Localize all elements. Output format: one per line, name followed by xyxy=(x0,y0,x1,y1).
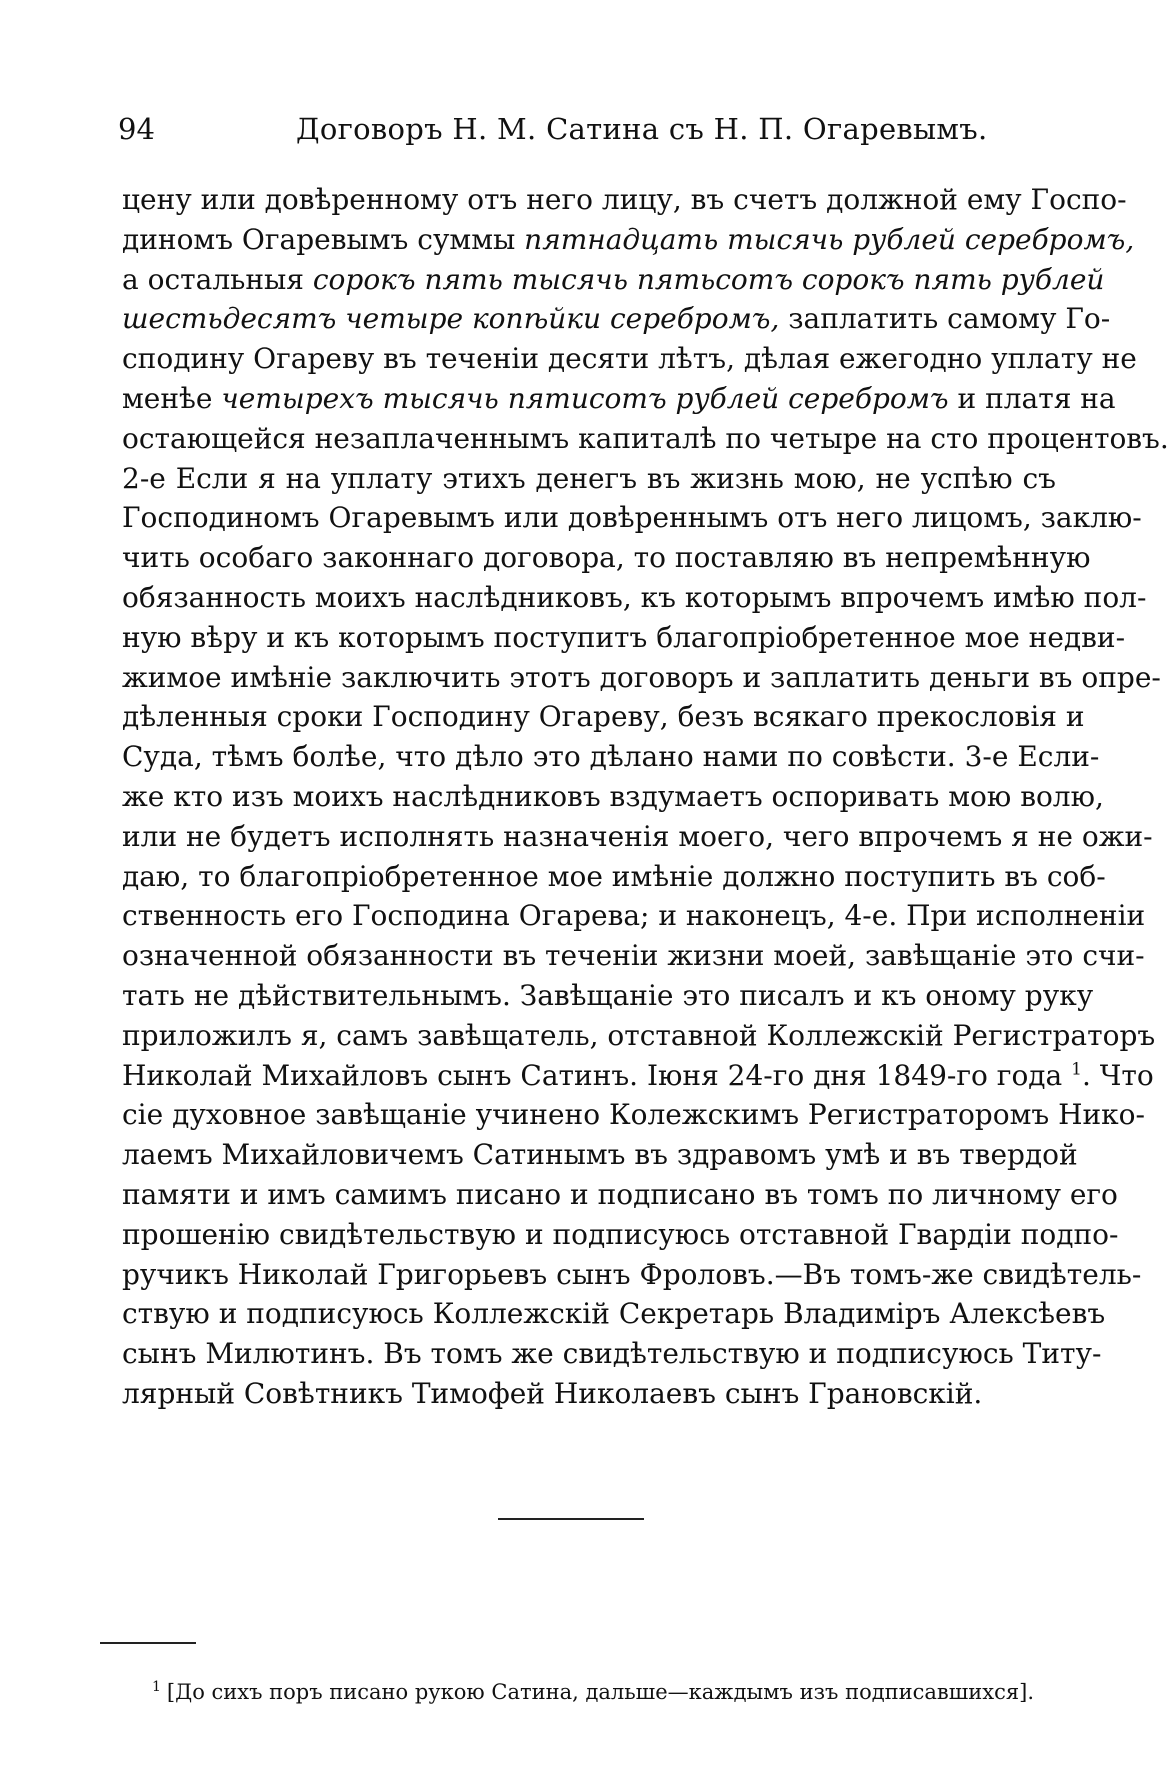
italic-run: пятнадцать тысячь рублей серебромъ, xyxy=(524,222,1135,256)
text-run: даю, то благопріобретенное мое имѣніе должно поступить въ соб- xyxy=(122,859,1106,893)
footnote-separator xyxy=(100,1642,196,1644)
text-line xyxy=(122,1135,1078,1175)
text-run: жимое имѣніе заключить этотъ договоръ и заплатить деньги въ опре- xyxy=(122,660,1161,694)
italic-run: четырехъ тысячь пятисотъ рублей серебромъ xyxy=(221,381,949,415)
section-end-rule xyxy=(498,1518,644,1520)
text-run: тать не дѣйствительнымъ. Завѣщаніе это писалъ и къ оному руку xyxy=(122,978,1094,1012)
italic-run: шестьдесятъ четыре копѣйки серебромъ, xyxy=(122,302,780,336)
text-run: приложилъ я, самъ завѣщатель, отставной Коллежскій Регистраторъ xyxy=(122,1018,1156,1052)
text-run: и платя на xyxy=(948,381,1116,415)
text-run: лярный Совѣтникъ Тимофей Николаевъ сынъ Грановскій. xyxy=(122,1376,983,1410)
text-run: лаемъ Михайловичемъ Сатинымъ въ здравомъ умѣ и въ твердой xyxy=(122,1138,1078,1172)
text-line xyxy=(122,498,1142,538)
text-line xyxy=(122,339,1137,379)
text-run: ручикъ Николай Григорьевъ сынъ Фроловъ.—Въ томъ-же свидѣтель- xyxy=(122,1257,1142,1291)
body-text xyxy=(122,180,1169,1414)
text-line xyxy=(122,1294,1106,1334)
text-run: ственность его Господина Огарева; и наконецъ, 4-е. При исполненіи xyxy=(122,899,1146,933)
text-line xyxy=(122,1175,1118,1215)
footnote xyxy=(152,1680,1052,1704)
text-run: Суда, тѣмъ болѣе, что дѣло это дѣлано нами по совѣсти. 3-е Если- xyxy=(122,740,1100,774)
text-run: обязанность моихъ наслѣдниковъ, къ которымъ впрочемъ имѣю пол- xyxy=(122,580,1147,614)
text-run: . Что xyxy=(1081,1058,1154,1092)
text-run: цену или довѣренному отъ него лицу, въ счетъ должной ему Госпо- xyxy=(122,183,1127,216)
text-run: остающейся незаплаченнымъ капиталѣ по четыре на сто процентовъ. xyxy=(122,421,1169,455)
text-line xyxy=(122,260,1105,300)
text-line xyxy=(122,299,1111,339)
text-line xyxy=(122,1016,1156,1056)
text-run: сіе духовное завѣщаніе учинено Колежскимъ Регистраторомъ Нико- xyxy=(122,1098,1145,1132)
text-run: Господиномъ Огаревымъ или довѣреннымъ отъ него лицомъ, заклю- xyxy=(122,501,1142,535)
text-run: а остальныя xyxy=(122,262,313,296)
text-line xyxy=(122,1095,1145,1135)
text-line xyxy=(122,538,1091,578)
text-run: прошенію свидѣтельствую и подписуюсь отставной Гвардіи подпо- xyxy=(122,1217,1119,1251)
text-run: ствую и подписуюсь Коллежскій Секретарь Владиміръ Алексѣевъ xyxy=(122,1297,1106,1331)
text-run: диномъ Огаревымъ суммы xyxy=(122,222,525,256)
running-title: Договоръ Н. М. Сатина съ Н. П. Огаревымъ. xyxy=(296,112,988,146)
footnote-reference[interactable]: 1 xyxy=(1071,1059,1082,1080)
text-run: Николай Михайловъ сынъ Сатинъ. Іюня 24-го дня 1849-го года xyxy=(122,1058,1072,1092)
text-line xyxy=(122,1056,1154,1096)
text-line xyxy=(122,1334,1102,1374)
italic-run: сорокъ пять тысячь пятьсотъ сорокъ пять рублей xyxy=(312,262,1105,296)
page-header xyxy=(118,112,1048,152)
text-run: сынъ Милютинъ. Въ томъ же свидѣтельствую и подписуюсь Титу- xyxy=(122,1337,1102,1371)
text-line xyxy=(122,936,1145,976)
text-line xyxy=(122,578,1147,618)
footnote-text: [До сихъ поръ писано рукою Сатина, дальше—каждымъ изъ подписавшихся]. xyxy=(166,1680,1034,1704)
text-line xyxy=(122,459,1056,499)
text-line xyxy=(122,817,1153,857)
text-run: ную вѣру и къ которымъ поступитъ благопріобретенное мое недви- xyxy=(122,620,1126,654)
text-line xyxy=(122,618,1126,658)
text-line xyxy=(122,737,1100,777)
text-line xyxy=(122,976,1094,1016)
text-line xyxy=(122,220,1135,260)
text-run: заплатить самому Го- xyxy=(779,302,1111,336)
text-line xyxy=(122,857,1106,897)
text-line xyxy=(122,419,1169,459)
page-number: 94 xyxy=(118,112,155,146)
text-run: означенной обязанности въ теченіи жизни моей, завѣщаніе это счи- xyxy=(122,939,1145,973)
text-line xyxy=(122,896,1146,936)
text-line xyxy=(122,1374,1056,1414)
text-line xyxy=(122,1255,1142,1295)
text-run: памяти и имъ самимъ писано и подписано въ томъ по личному его xyxy=(122,1177,1118,1211)
text-run: же кто изъ моихъ наслѣдниковъ вздумаетъ оспоривать мою волю, xyxy=(122,779,1104,813)
text-line xyxy=(122,1215,1119,1255)
text-run: 2-е Если я на уплату этихъ денегъ въ жизнь мою, не успѣю съ xyxy=(122,461,1056,495)
text-run: менѣе xyxy=(122,381,222,415)
text-line xyxy=(122,658,1161,698)
text-run: сподину Огареву въ теченіи десяти лѣтъ, дѣлая ежегодно уплату не xyxy=(122,342,1137,376)
text-line xyxy=(122,180,1127,220)
text-run: чить особаго законнаго договора, то поставляю въ непремѣнную xyxy=(122,541,1091,575)
text-run: дѣленныя сроки Господину Огареву, безъ всякаго прекословія и xyxy=(122,700,1085,734)
text-line xyxy=(122,379,1116,419)
text-line xyxy=(122,697,1085,737)
footnote-marker: 1 xyxy=(152,1679,161,1695)
text-line xyxy=(122,777,1104,817)
text-run: или не будетъ исполнять назначенія моего, чего впрочемъ я не ожи- xyxy=(122,819,1153,853)
